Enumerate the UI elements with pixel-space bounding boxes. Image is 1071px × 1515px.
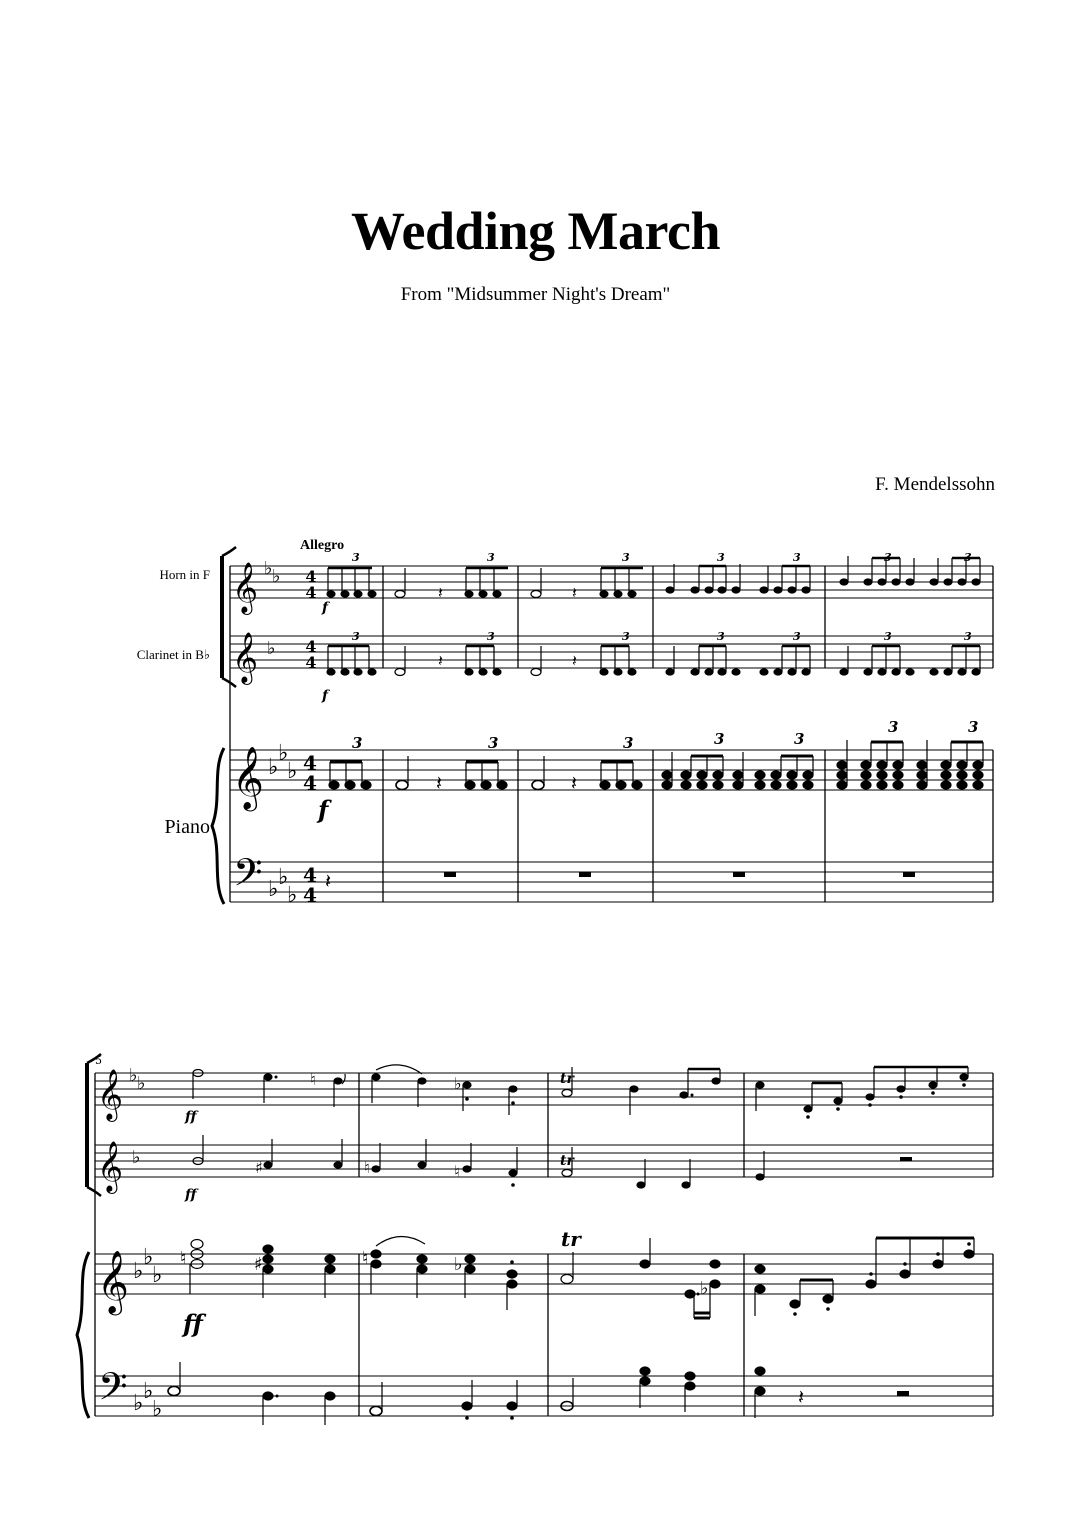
piano-label: Piano (164, 816, 210, 838)
tuplet-number: 3 (794, 730, 805, 748)
flat-icon: ♭ (278, 741, 289, 766)
flat-icon: ♭ (264, 558, 273, 579)
tuplet-number: 3 (793, 630, 801, 643)
piano-treble-notes-system2 (190, 1236, 974, 1318)
tempo-marking: Allegro (300, 538, 345, 553)
time-signature-bottom: 4 (303, 883, 317, 907)
barlines-system1 (230, 566, 993, 902)
time-signature-top: 4 (305, 567, 317, 586)
svg-text:♮: ♮ (454, 1162, 460, 1181)
svg-text:♮: ♮ (310, 1070, 316, 1089)
piano-bass-staff-system2 (95, 1376, 993, 1416)
piano-bass-rests-system1 (325, 869, 915, 893)
tuplet-number: 3 (793, 551, 801, 564)
dynamic-forte: f (322, 600, 329, 616)
tuplet-number: 3 (964, 630, 972, 643)
flat-icon: ♭ (278, 865, 289, 890)
flat-icon: ♭ (129, 1065, 138, 1086)
tuplet-number: 3 (884, 551, 892, 564)
bass-clef-icon: 𝄢 (233, 850, 263, 904)
piano-bass-staff-system1 (230, 862, 993, 902)
svg-text:𝄽: 𝄽 (798, 1385, 805, 1409)
treble-clef-icon: 𝄞 (97, 1069, 124, 1120)
svg-text:𝄽: 𝄽 (572, 651, 577, 670)
clarinet-staff-system2 (95, 1145, 993, 1177)
accidentals-system2 (180, 1070, 709, 1299)
composer-name: F. Mendelssohn (875, 474, 995, 495)
svg-text:𝄽: 𝄽 (438, 651, 443, 670)
tuplet-number: 3 (487, 551, 495, 564)
tuplet-number: 3 (622, 551, 630, 564)
tuplet-number: 3 (352, 551, 360, 564)
piano-treble-staff-system2 (95, 1254, 993, 1294)
trill-mark: tr (560, 1153, 574, 1169)
svg-text:♭: ♭ (454, 1254, 463, 1275)
treble-clef-icon: 𝄞 (232, 562, 259, 613)
time-signature-top: 4 (303, 751, 317, 775)
flat-icon: ♭ (287, 883, 298, 908)
flat-icon: ♭ (272, 566, 281, 587)
flat-icon: ♭ (143, 1245, 154, 1270)
flat-icon: ♭ (143, 1379, 154, 1404)
time-signature-bottom: 4 (303, 771, 317, 795)
flat-icon: ♭ (133, 1259, 144, 1284)
tuplet-number: 3 (623, 734, 634, 752)
svg-text:♯: ♯ (254, 1254, 263, 1275)
svg-text:♭: ♭ (700, 1278, 709, 1299)
tuplet-number: 3 (968, 718, 979, 736)
tuplet-number: 3 (352, 630, 360, 643)
svg-text:♭: ♭ (454, 1074, 462, 1093)
treble-clef-icon: 𝄞 (232, 746, 264, 809)
svg-text:𝄽: 𝄽 (571, 771, 578, 795)
svg-text:♮: ♮ (180, 1248, 187, 1269)
time-signature-bottom: 4 (305, 583, 317, 602)
tuplet-number: 3 (888, 718, 899, 736)
score-subtitle: From "Midsummer Night's Dream" (400, 284, 671, 305)
bass-clef-icon: 𝄢 (98, 1364, 128, 1418)
piano-brace-system1 (212, 748, 224, 904)
flat-icon: ♭ (152, 1263, 163, 1288)
tuplet-number: 3 (714, 730, 725, 748)
svg-text:𝄽: 𝄽 (436, 771, 443, 795)
piano-treble-notes-system1 (329, 740, 983, 795)
flat-icon: ♭ (152, 1397, 163, 1422)
time-signature-bottom: 4 (305, 653, 317, 672)
score-title: Wedding March (350, 201, 721, 261)
flat-icon: ♭ (268, 755, 279, 780)
svg-text:𝄽: 𝄽 (572, 583, 577, 602)
dynamic-forte: f (322, 688, 329, 704)
tuplet-number: 3 (717, 630, 725, 643)
svg-text:♮: ♮ (364, 1158, 370, 1177)
time-signature-top: 4 (303, 863, 317, 887)
horn-label: Horn in F (159, 567, 210, 582)
flat-icon: ♭ (267, 638, 276, 659)
tuplet-number: 3 (488, 734, 499, 752)
flat-icon: ♭ (133, 1391, 144, 1416)
treble-clef-icon: 𝄞 (232, 632, 259, 683)
svg-text:𝄽: 𝄽 (325, 869, 332, 893)
flat-icon: ♭ (132, 1147, 141, 1168)
piano-brace-system2 (77, 1252, 89, 1418)
tuplet-number: 3 (964, 551, 972, 564)
tuplet-number: 3 (622, 630, 630, 643)
treble-clef-icon: 𝄞 (97, 1141, 124, 1192)
trill-mark: tr (560, 1071, 574, 1087)
dynamic-forte: f (318, 795, 329, 824)
svg-text:𝄽: 𝄽 (438, 583, 443, 602)
tuplet-number: 3 (717, 551, 725, 564)
trill-mark: tr (561, 1227, 581, 1251)
clarinet-label: Clarinet in B♭ (136, 647, 210, 662)
tuplet-number: 3 (884, 630, 892, 643)
tuplet-number: 3 (487, 630, 495, 643)
flat-icon: ♭ (268, 877, 279, 902)
svg-text:♯: ♯ (255, 1158, 263, 1177)
dynamic-fortissimo: ff (183, 1309, 203, 1338)
time-signature-top: 4 (305, 637, 317, 656)
measure-number: 5 (95, 1054, 102, 1067)
tuplet-number: 3 (352, 734, 363, 752)
clarinet-staff-system1 (230, 636, 993, 668)
flat-icon: ♭ (287, 759, 298, 784)
barlines-system2 (95, 1073, 993, 1416)
horn-staff-system2 (95, 1073, 993, 1105)
dynamic-fortissimo: ff (185, 1187, 197, 1203)
treble-clef-icon: 𝄞 (97, 1250, 129, 1313)
flat-icon: ♭ (137, 1073, 146, 1094)
staccato-dots (465, 1083, 971, 1420)
svg-text:♮: ♮ (362, 1248, 369, 1269)
dynamic-fortissimo: ff (185, 1109, 197, 1125)
